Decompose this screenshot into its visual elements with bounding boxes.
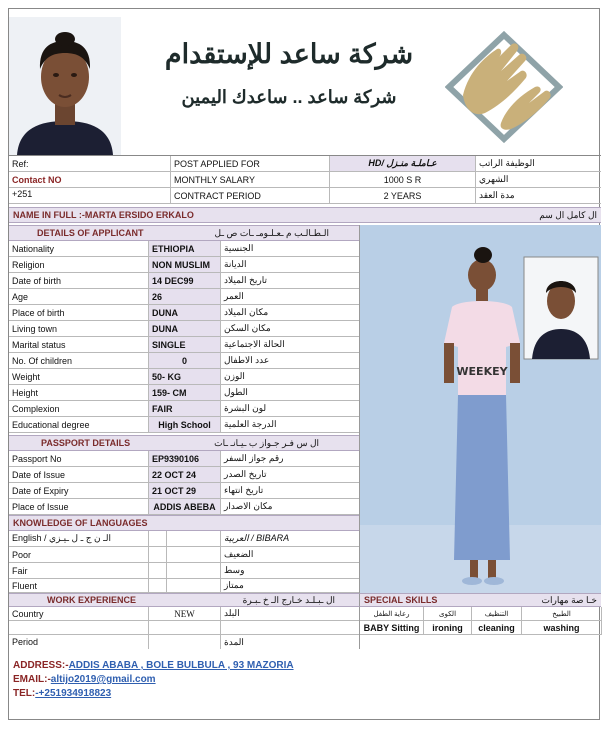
row-value: DUNA: [149, 305, 221, 320]
level-fluent-ar: ممتاز: [224, 580, 244, 590]
skills-title-ar: خـا صة مهارات: [541, 594, 597, 605]
work-cell: [149, 621, 221, 634]
row-label: Place of birth: [9, 305, 149, 320]
table-row: [9, 385, 359, 401]
lang-cell: [149, 579, 167, 592]
skill-item: washing: [522, 621, 602, 634]
details-table: [9, 241, 359, 433]
languages-table: [9, 531, 359, 593]
address-value[interactable]: ADDIS ABABA , BOLE BULBULA , 93 MAZORIA: [68, 660, 294, 671]
post-value: HD/ عـاملـة منـزل: [330, 156, 476, 171]
lang-cell: [167, 547, 221, 562]
row-value: NON MUSLIM: [149, 257, 221, 272]
full-name-ar: ال كامل ال سم: [539, 209, 597, 220]
row-label: Height: [9, 385, 149, 400]
cv-sheet: [8, 8, 600, 720]
table-row: [9, 451, 359, 467]
contract-label-ar: مدة العقد: [479, 190, 515, 200]
row-label: Religion: [9, 257, 149, 272]
row-label: Complexion: [9, 401, 149, 416]
passport-header: [9, 435, 359, 451]
email-label: EMAIL:-: [13, 674, 51, 685]
skill-item: cleaning: [472, 621, 522, 634]
skills-table: [359, 607, 601, 649]
level-poor-ar: الضعيف: [224, 549, 254, 559]
arabic-label: BIBARA / العربية: [224, 533, 290, 543]
row-label-ar: مكان الاصدار: [224, 501, 273, 511]
row-label: Date of Expiry: [9, 483, 149, 498]
row-label-ar: رقم جواز السفر: [224, 453, 284, 463]
row-value: 159- CM: [149, 385, 221, 400]
row-label-ar: الوزن: [224, 371, 245, 381]
level-fair: Fair: [9, 563, 149, 578]
country-value: NEW: [149, 607, 221, 620]
lang-cell: [167, 531, 221, 546]
full-name: NAME IN FULL :-MARTA ERSIDO ERKALO: [13, 210, 194, 220]
row-value: DUNA: [149, 321, 221, 336]
work-header: [9, 593, 359, 607]
row-label: Place of Issue: [9, 499, 149, 514]
row-value: 26: [149, 289, 221, 304]
skill-label-ar: رعاية الطفل: [360, 607, 424, 620]
salary-value: 1000 S R: [330, 172, 476, 187]
skills-header: [359, 593, 601, 607]
lang-cell: [167, 579, 221, 592]
row-label-ar: لون البشرة: [224, 403, 267, 413]
work-cell: [149, 635, 221, 649]
skill-label-ar: التنظيف: [472, 607, 522, 620]
row-label: Age: [9, 289, 149, 304]
table-row: [9, 483, 359, 499]
name-row: [9, 207, 601, 223]
details-header: [9, 225, 359, 241]
tel-link[interactable]: -+251934918823: [35, 688, 112, 699]
address-label: ADDRESS:-: [13, 660, 69, 671]
row-label-ar: العمر: [224, 291, 244, 301]
company-logo-icon: [445, 31, 563, 143]
table-row: [9, 273, 359, 289]
work-title-ar: ال ـبـلـد خـارج الـ خ ـبـرة: [242, 594, 335, 605]
passport-table: [9, 451, 359, 515]
contract-label: CONTRACT PERIOD: [171, 188, 330, 203]
row-label-ar: الديانة: [224, 259, 247, 269]
salary-label: MONTHLY SALARY: [171, 172, 330, 187]
passport-photo: [9, 17, 121, 155]
post-label-ar: الوظيفة الراتب: [479, 158, 535, 168]
row-value: ETHIOPIA: [149, 241, 221, 256]
lang-cell: [149, 531, 167, 546]
work-title: WORK EXPERIENCE: [47, 595, 137, 605]
table-row: [9, 241, 359, 257]
work-table: [9, 607, 359, 649]
row-label: No. Of children: [9, 353, 149, 368]
country-label: Country: [9, 607, 149, 620]
row-value: SINGLE: [149, 337, 221, 352]
address-line: [13, 659, 593, 673]
english-label: English / الـ ن ج ـ ل ـيـزي: [9, 531, 149, 546]
tel-line: [13, 687, 593, 701]
row-label-ar: الجنسية: [224, 243, 254, 253]
row-label: Date of birth: [9, 273, 149, 288]
passport-title-ar: ال س فـر جـواز ب ـيـانـ ـات: [214, 437, 319, 448]
skill-label-ar: الطبيخ: [522, 607, 602, 620]
ref-label: Ref:: [9, 156, 171, 171]
email-line: [13, 673, 593, 687]
lang-cell: [167, 563, 221, 578]
svg-text:WEEKEY: WEEKEY: [456, 365, 508, 378]
salary-label-ar: الشهري: [479, 174, 509, 184]
work-cell: [221, 621, 359, 634]
row-value: 0: [149, 353, 221, 368]
table-row: [9, 289, 359, 305]
row-value: ADDIS ABEBA: [149, 499, 221, 514]
details-title: DETAILS OF APPLICANT: [37, 228, 144, 238]
level-fair-ar: وسط: [224, 565, 245, 575]
table-row: [9, 369, 359, 385]
row-label-ar: تاريخ انتهاء: [224, 485, 264, 495]
period-ar: المدة: [224, 636, 244, 647]
table-row: [9, 401, 359, 417]
table-row: [9, 467, 359, 483]
row-label-ar: الدرجة العلمية: [224, 419, 277, 429]
languages-title: KNOWLEDGE OF LANGUAGES: [13, 518, 148, 528]
row-value: FAIR: [149, 401, 221, 416]
row-label-ar: مكان الميلاد: [224, 307, 269, 317]
row-label: Educational degree: [9, 417, 149, 432]
skill-item: BABY Sitting: [360, 621, 424, 634]
company-name: شركة ساعد للإستقدام: [164, 39, 414, 69]
row-value: EP9390106: [149, 451, 221, 466]
skill-label-ar: الكوى: [424, 607, 472, 620]
lang-cell: [149, 547, 167, 562]
row-value: 22 OCT 24: [149, 467, 221, 482]
row-label: Passport No: [9, 451, 149, 466]
table-row: [9, 305, 359, 321]
row-label: Living town: [9, 321, 149, 336]
phone-prefix: +251: [9, 188, 171, 203]
row-label: Weight: [9, 369, 149, 384]
languages-header: [9, 515, 359, 531]
company-slogan: شركة ساعد .. ساعدك اليمين: [181, 87, 397, 107]
table-row: [9, 321, 359, 337]
country-ar: البلد: [224, 608, 240, 618]
level-fluent: Fluent: [9, 579, 149, 592]
row-label: Date of Issue: [9, 467, 149, 482]
skills-title: SPECIAL SKILLS: [364, 595, 438, 605]
row-label-ar: تاريخ الصدر: [224, 469, 267, 479]
table-row: [9, 257, 359, 273]
row-label-ar: تاريخ الميلاد: [224, 275, 267, 285]
row-value: High School: [149, 417, 221, 432]
row-label: Marital status: [9, 337, 149, 352]
lang-cell: [149, 563, 167, 578]
skill-item: ironing: [424, 621, 472, 634]
passport-title: PASSPORT DETAILS: [41, 438, 131, 448]
details-title-ar: الـطـالـب م ـعـلـومـ ـات ص ـل: [214, 227, 329, 238]
row-label-ar: مكان السكن: [224, 323, 271, 333]
level-poor: Poor: [9, 547, 149, 562]
contract-value: 2 YEARS: [330, 188, 476, 203]
table-row: [9, 337, 359, 353]
table-row: [9, 353, 359, 369]
row-label-ar: الحالة الاجتماعية: [224, 339, 285, 349]
period-label: Period: [9, 635, 149, 649]
table-row: [9, 499, 359, 515]
row-value: 14 DEC99: [149, 273, 221, 288]
row-label: Nationality: [9, 241, 149, 256]
row-value: 21 OCT 29: [149, 483, 221, 498]
work-cell: [9, 621, 149, 634]
row-label-ar: الطول: [224, 387, 248, 397]
table-row: [9, 417, 359, 433]
full-body-photo: [359, 225, 601, 593]
email-link[interactable]: altijo2019@gmail.com: [50, 674, 156, 685]
contact-footer: [13, 659, 593, 701]
row-label-ar: عدد الاطفال: [224, 355, 270, 365]
post-label: POST APPLIED FOR: [171, 156, 330, 171]
tel-label: TEL:: [13, 688, 36, 699]
row-value: 50- KG: [149, 369, 221, 384]
contact-label: Contact NO: [9, 172, 171, 187]
